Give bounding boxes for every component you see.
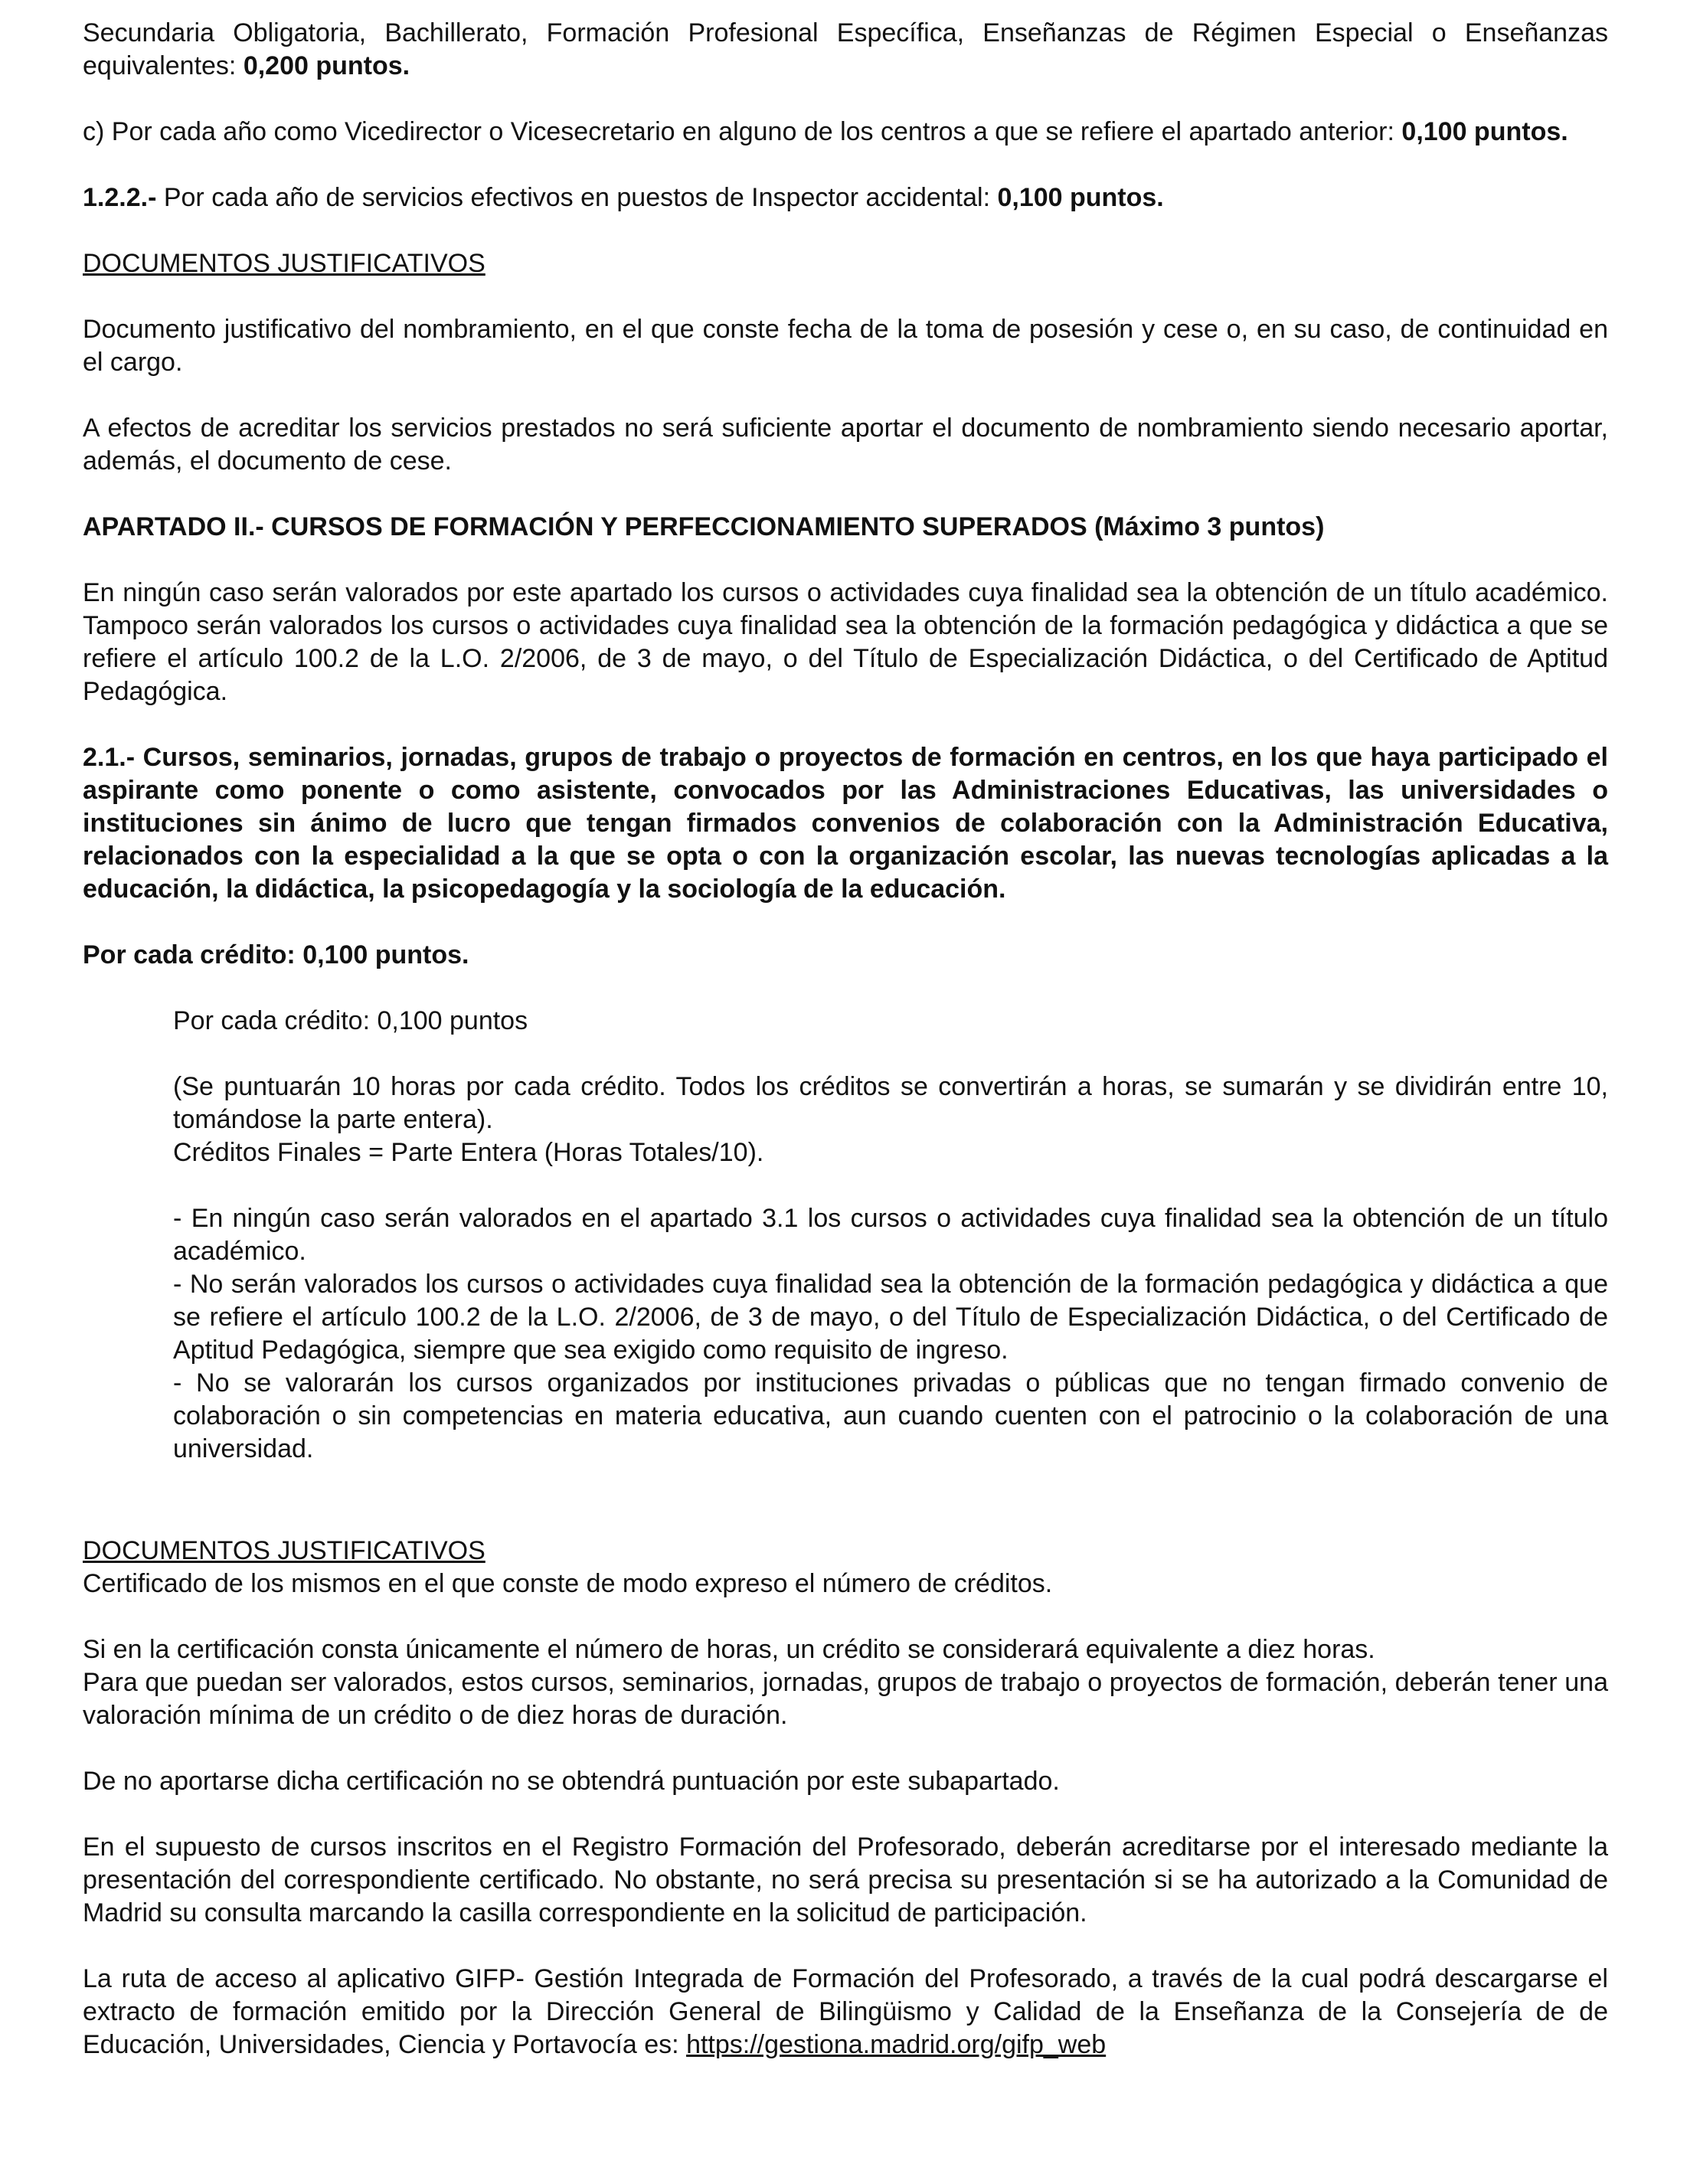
bullet-item: - En ningún caso serán valorados en el apartado 3.1 los cursos o actividades cuya finalidad sea la obtención de un título académico.: [173, 1204, 1608, 1266]
indented-horas-credito: [83, 1071, 1608, 1169]
bullet-item: - No se valorarán los cursos organizados por instituciones privadas o públicas que no tengan firmado convenio de colaboración o sin competencias en materia educativa, aun cuando cuenten con el patrocinio o la colaboración de una universidad.: [173, 1368, 1608, 1463]
bullet-item: - No serán valorados los cursos o actividades cuya finalidad sea la obtención de la formación pedagógica y didáctica a que se refiere el artículo 100.2 de la L.O. 2/2006, de 3 de mayo, o del Título de Especialización Didáctica, o del Certificado de Aptitud Pedagógica, siempre que sea exigido como requisito de ingreso.: [173, 1270, 1608, 1365]
indented-por-credito: Por cada crédito: 0,100 puntos: [173, 1006, 528, 1035]
indented-line: Créditos Finales = Parte Entera (Horas Totales/10).: [173, 1138, 764, 1167]
docs-heading-2: DOCUMENTOS JUSTIFICATIVOS: [83, 1536, 485, 1565]
paragraph-por-credito: Por cada crédito: 0,100 puntos.: [83, 940, 469, 969]
indented-bullets: [83, 1202, 1608, 1466]
docs-heading-1: DOCUMENTOS JUSTIFICATIVOS: [83, 249, 485, 278]
document-page: [83, 17, 1608, 2094]
paragraph-inspector: [83, 181, 1608, 214]
paragraph-vicedirector: [83, 116, 1608, 149]
paragraph-acreditar: A efectos de acreditar los servicios prestados no será suficiente aportar el documento de nombramiento siendo necesario aportar, además, el documento de cese.: [83, 414, 1608, 476]
paragraph-nombramiento: Documento justificativo del nombramiento, en el que conste fecha de la toma de posesión y cese o, en su caso, de continuidad en el cargo.: [83, 315, 1608, 377]
paragraph-no-valorados: En ningún caso serán valorados por este apartado los cursos o actividades cuya finalidad sea la obtención de un título académico. Tampoco serán valorados los cursos o actividades cuya finalidad sea la obtención de la formación pedagógica y didáctica a que se refiere el artículo 100.2 de la L.O. 2/2006, de 3 de mayo, o del Título de Especialización Didáctica, o del Certificado de Aptitud Pedagógica.: [83, 578, 1608, 706]
paragraph-cursos-seminarios: 2.1.- Cursos, seminarios, jornadas, grupos de trabajo o proyectos de formación en centros, en los que haya participado el aspirante como ponente o como asistente, convocados por las Administraciones Educativas, las universidades o instituciones sin ánimo de lucro que tengan firmados convenios de colaboración con la Administración Educativa, relacionados con la especialidad a la que se opta o con la organización escolar, las nuevas tecnologías aplicadas a la educación, la didáctica, la psicopedagogía y la sociología de la educación.: [83, 743, 1608, 904]
paragraph-horas: [83, 1633, 1608, 1732]
points-value: 0,100 puntos.: [997, 183, 1164, 212]
paragraph-text: Secundaria Obligatoria, Bachillerato, Formación Profesional Específica, Enseñanzas de Régimen Especial o Enseñanzas equivalentes:: [83, 18, 1608, 80]
paragraph-sin-certificacion: De no aportarse dicha certificación no se obtendrá puntuación por este subapartado.: [83, 1767, 1060, 1796]
paragraph-text: c) Por cada año como Vicedirector o Vicesecretario en alguno de los centros a que se refiere el apartado anterior:: [83, 117, 1402, 146]
paragraph-line: Si en la certificación consta únicamente el número de horas, un crédito se considerará equivalente a diez horas.: [83, 1635, 1375, 1664]
points-value: 0,200 puntos.: [243, 51, 410, 80]
section-number: 1.2.2.-: [83, 183, 157, 212]
paragraph-enseñanzas: [83, 17, 1608, 83]
paragraph-text: Por cada año de servicios efectivos en puestos de Inspector accidental:: [156, 183, 998, 212]
paragraph-ruta-acceso: [83, 1963, 1608, 2061]
indented-line: (Se puntuarán 10 horas por cada crédito. Todos los créditos se convertirán a horas, se sumarán y se dividirán entre 10, tomándose la parte entera).: [173, 1072, 1608, 1134]
points-value: 0,100 puntos.: [1401, 117, 1568, 146]
apartado-heading: APARTADO II.- CURSOS DE FORMACIÓN Y PERFECCIONAMIENTO SUPERADOS (Máximo 3 puntos): [83, 512, 1325, 541]
paragraph-registro: En el supuesto de cursos inscritos en el Registro Formación del Profesorado, deberán acreditarse por el interesado mediante la presentación del correspondiente certificado. No obstante, no será precisa su presentación si se ha autorizado a la Comunidad de Madrid su consulta marcando la casilla correspondiente en la solicitud de participación.: [83, 1833, 1608, 1927]
gifp-link[interactable]: https://gestiona.madrid.org/gifp_web: [686, 2030, 1107, 2059]
paragraph-text: La ruta de acceso al aplicativo GIFP- Gestión Integrada de Formación del Profesorado, a través de la cual podrá descargarse el extracto de formación emitido por la Dirección General de Bilingüismo y Calidad de la Enseñanza de la Consejería de de Educación, Universidades, Ciencia y Portavocía es:: [83, 1964, 1608, 2059]
paragraph-certificado: Certificado de los mismos en el que conste de modo expreso el número de créditos.: [83, 1569, 1053, 1598]
paragraph-line: Para que puedan ser valorados, estos cursos, seminarios, jornadas, grupos de trabajo o proyectos de formación, deberán tener una valoración mínima de un crédito o de diez horas de duración.: [83, 1668, 1608, 1730]
